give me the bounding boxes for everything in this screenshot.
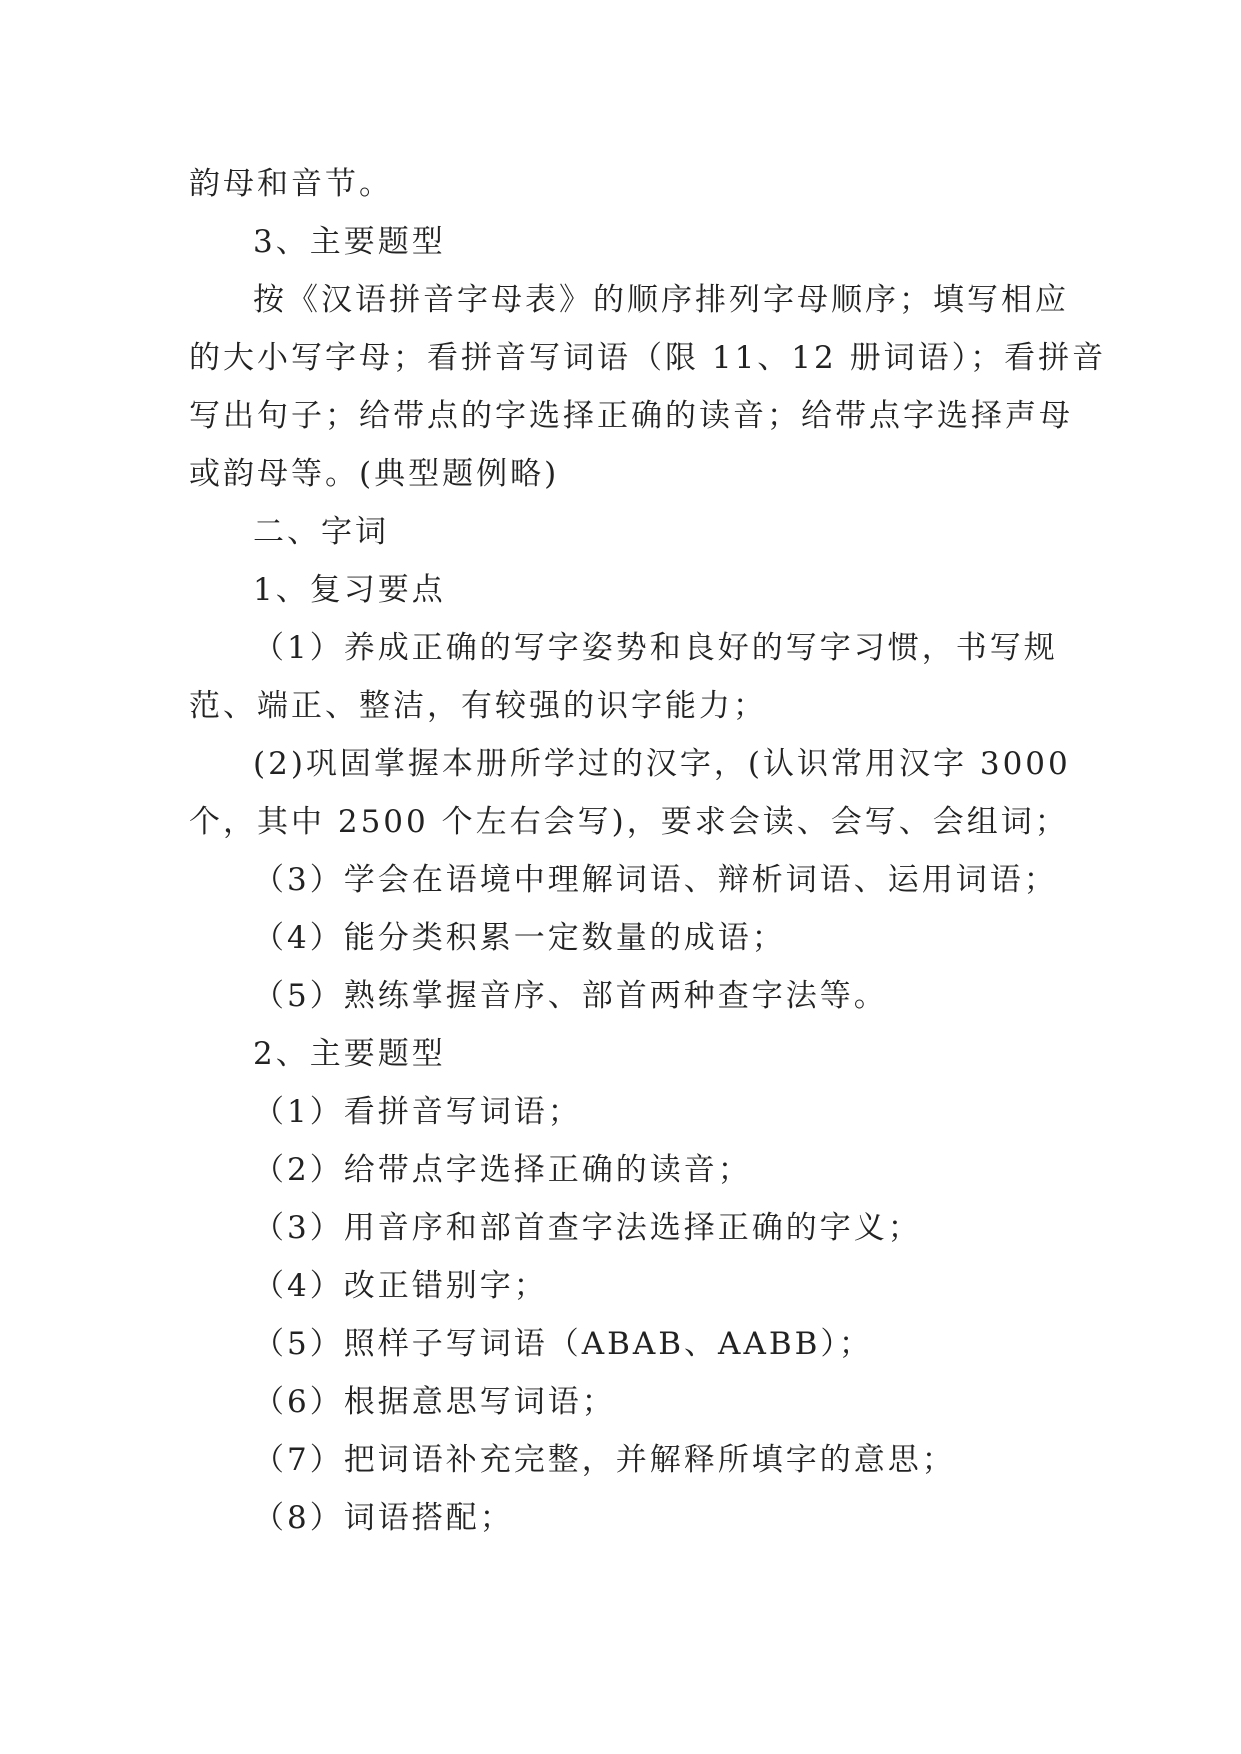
text-line: 或韵母等。(典型题例略): [189, 456, 560, 492]
list-item: （5）照样子写词语（ABAB、AABB）；: [253, 1326, 873, 1362]
list-item: （4）能分类积累一定数量的成语；: [253, 920, 786, 956]
text-line: 按《汉语拼音字母表》的顺序排列字母顺序；填写相应: [253, 282, 1069, 318]
section-heading: 1、复习要点: [253, 572, 446, 608]
list-item: （2）给带点字选择正确的读音；: [253, 1152, 752, 1188]
text-line: 写出句子；给带点的字选择正确的读音；给带点字选择声母: [189, 398, 1073, 434]
list-item: （3）用音序和部首查字法选择正确的字义；: [253, 1210, 922, 1246]
list-item: (2)巩固掌握本册所学过的汉字，(认识常用汉字 3000: [253, 746, 1071, 782]
text-line: 韵母和音节。: [189, 166, 393, 202]
list-item: （1）看拼音写词语；: [253, 1094, 582, 1130]
list-item: （4）改正错别字；: [253, 1268, 548, 1304]
text-line: 范、端正、整洁，有较强的识字能力；: [189, 688, 767, 724]
list-item: （6）根据意思写词语；: [253, 1384, 616, 1420]
list-item: （1）养成正确的写字姿势和良好的写字习惯，书写规: [253, 630, 1058, 666]
list-item: （7）把词语补充完整，并解释所填字的意思；: [253, 1442, 956, 1478]
list-item: （3）学会在语境中理解词语、辩析词语、运用词语；: [253, 862, 1058, 898]
section-heading: 3、主要题型: [253, 224, 446, 260]
list-item: （8）词语搭配；: [253, 1500, 514, 1536]
section-heading: 2、主要题型: [253, 1036, 446, 1072]
section-heading: 二、字词: [253, 514, 389, 550]
list-item: （5）熟练掌握音序、部首两种查字法等。: [253, 978, 888, 1014]
text-line: 的大小写字母；看拼音写词语（限 11、12 册词语）；看拼音: [189, 340, 1107, 376]
text-line: 个，其中 2500 个左右会写)，要求会读、会写、会组词；: [189, 804, 1069, 840]
